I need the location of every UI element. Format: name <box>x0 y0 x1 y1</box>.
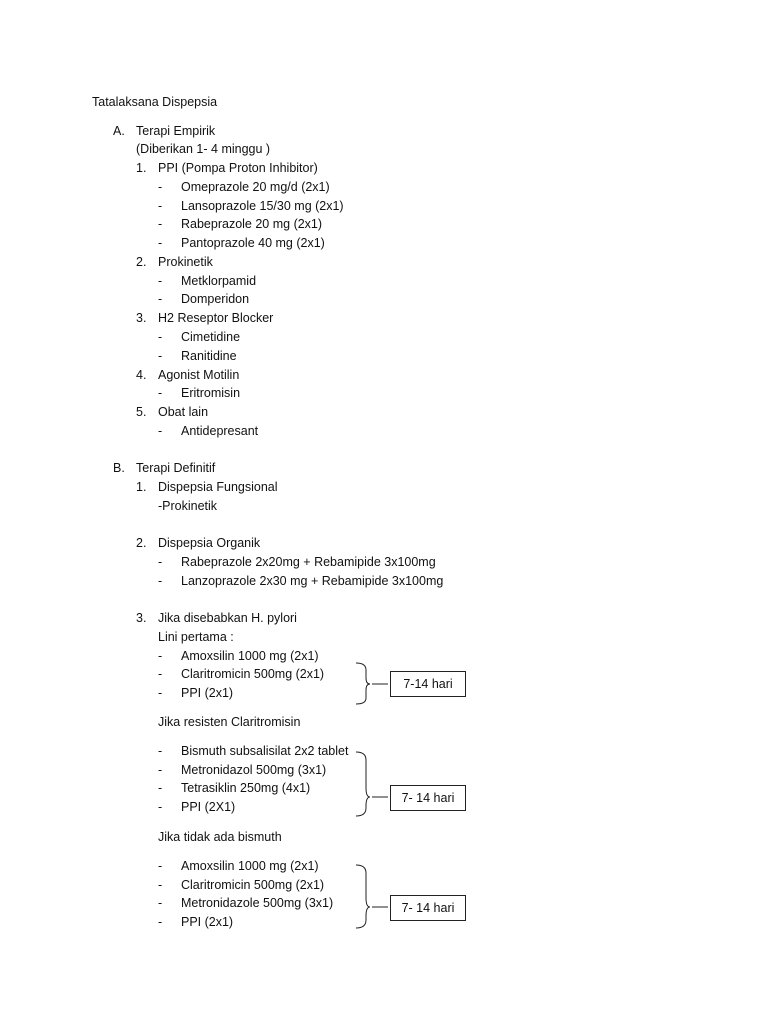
list-item: Rabeprazole 20 mg (2x1) <box>181 217 323 231</box>
bullet-dash: - <box>158 199 163 213</box>
bullet-dash: - <box>158 274 163 288</box>
bullet-dash: - <box>158 330 163 344</box>
bullet-dash: - <box>158 763 163 777</box>
list-item: -Prokinetik <box>158 499 218 513</box>
list-number: 3. <box>136 311 147 325</box>
list-item: Lanzoprazole 2x30 mg + Rebamipide 3x100mg <box>181 574 444 588</box>
list-item: Antidepresant <box>181 424 259 438</box>
lini-pertama-label: Lini pertama : <box>158 630 234 644</box>
list-item: Domperidon <box>181 292 250 306</box>
list-number: 1. <box>136 480 147 494</box>
bullet-dash: - <box>158 236 163 250</box>
brace-tanpa-bismuth <box>356 865 370 928</box>
section-a-heading: Terapi Empirik <box>136 124 216 138</box>
list-item: Metronidazol 500mg (3x1) <box>181 763 327 777</box>
duration-box-lini: 7-14 hari <box>390 671 466 697</box>
bullet-dash: - <box>158 649 163 663</box>
list-item: Metronidazole 500mg (3x1) <box>181 896 334 910</box>
list-number: 3. <box>136 611 147 625</box>
list-item: PPI (2x1) <box>181 686 234 700</box>
list-number: 2. <box>136 255 147 269</box>
list-item: Claritromicin 500mg (2x1) <box>181 878 325 892</box>
hpylori-heading: Jika disebabkan H. pylori <box>158 611 297 625</box>
motilin-heading: Agonist Motilin <box>158 368 240 382</box>
list-item: Metklorpamid <box>181 274 257 288</box>
brace-resisten <box>356 752 370 816</box>
bullet-dash: - <box>158 424 163 438</box>
bullet-dash: - <box>158 800 163 814</box>
list-item: Tetrasiklin 250mg (4x1) <box>181 781 311 795</box>
bullet-dash: - <box>158 686 163 700</box>
organik-heading: Dispepsia Organik <box>158 536 261 550</box>
section-b-heading: Terapi Definitif <box>136 461 216 475</box>
section-b-marker: B. <box>113 461 125 475</box>
prokinetik-heading: Prokinetik <box>158 255 213 269</box>
list-number: 1. <box>136 161 147 175</box>
bullet-dash: - <box>158 896 163 910</box>
bullet-dash: - <box>158 667 163 681</box>
bullet-dash: - <box>158 781 163 795</box>
bullet-dash: - <box>158 915 163 929</box>
resisten-label: Jika resisten Claritromisin <box>158 715 301 729</box>
ppi-heading: PPI (Pompa Proton Inhibitor) <box>158 161 318 175</box>
bullet-dash: - <box>158 217 163 231</box>
list-item: Amoxsilin 1000 mg (2x1) <box>181 859 319 873</box>
section-a-note: (Diberikan 1- 4 minggu ) <box>136 142 271 156</box>
list-item: Eritromisin <box>181 386 241 400</box>
document-title: Tatalaksana Dispepsia <box>92 95 218 109</box>
section-a-marker: A. <box>113 124 125 138</box>
bullet-dash: - <box>158 555 163 569</box>
fungsional-heading: Dispepsia Fungsional <box>158 480 278 494</box>
list-item: Claritromicin 500mg (2x1) <box>181 667 325 681</box>
obat-lain-heading: Obat lain <box>158 405 209 419</box>
list-item: PPI (2X1) <box>181 800 236 814</box>
list-item: Amoxsilin 1000 mg (2x1) <box>181 649 319 663</box>
bullet-dash: - <box>158 574 163 588</box>
list-number: 2. <box>136 536 147 550</box>
list-item: Omeprazole 20 mg/d (2x1) <box>181 180 330 194</box>
list-number: 5. <box>136 405 147 419</box>
list-item: Ranitidine <box>181 349 237 363</box>
list-item: Lansoprazole 15/30 mg (2x1) <box>181 199 344 213</box>
h2-heading: H2 Reseptor Blocker <box>158 311 274 325</box>
bullet-dash: - <box>158 292 163 306</box>
list-item: Pantoprazole 40 mg (2x1) <box>181 236 325 250</box>
list-number: 4. <box>136 368 147 382</box>
bullet-dash: - <box>158 180 163 194</box>
bullet-dash: - <box>158 386 163 400</box>
list-item: Cimetidine <box>181 330 241 344</box>
duration-box-resisten: 7- 14 hari <box>390 785 466 811</box>
list-item: PPI (2x1) <box>181 915 234 929</box>
bullet-dash: - <box>158 878 163 892</box>
brace-lini <box>356 663 370 704</box>
list-item: Bismuth subsalisilat 2x2 tablet <box>181 744 349 758</box>
duration-box-tanpa-bismuth: 7- 14 hari <box>390 895 466 921</box>
bullet-dash: - <box>158 349 163 363</box>
bullet-dash: - <box>158 744 163 758</box>
bullet-dash: - <box>158 859 163 873</box>
tanpa-bismuth-label: Jika tidak ada bismuth <box>158 830 282 844</box>
list-item: Rabeprazole 2x20mg + Rebamipide 3x100mg <box>181 555 436 569</box>
